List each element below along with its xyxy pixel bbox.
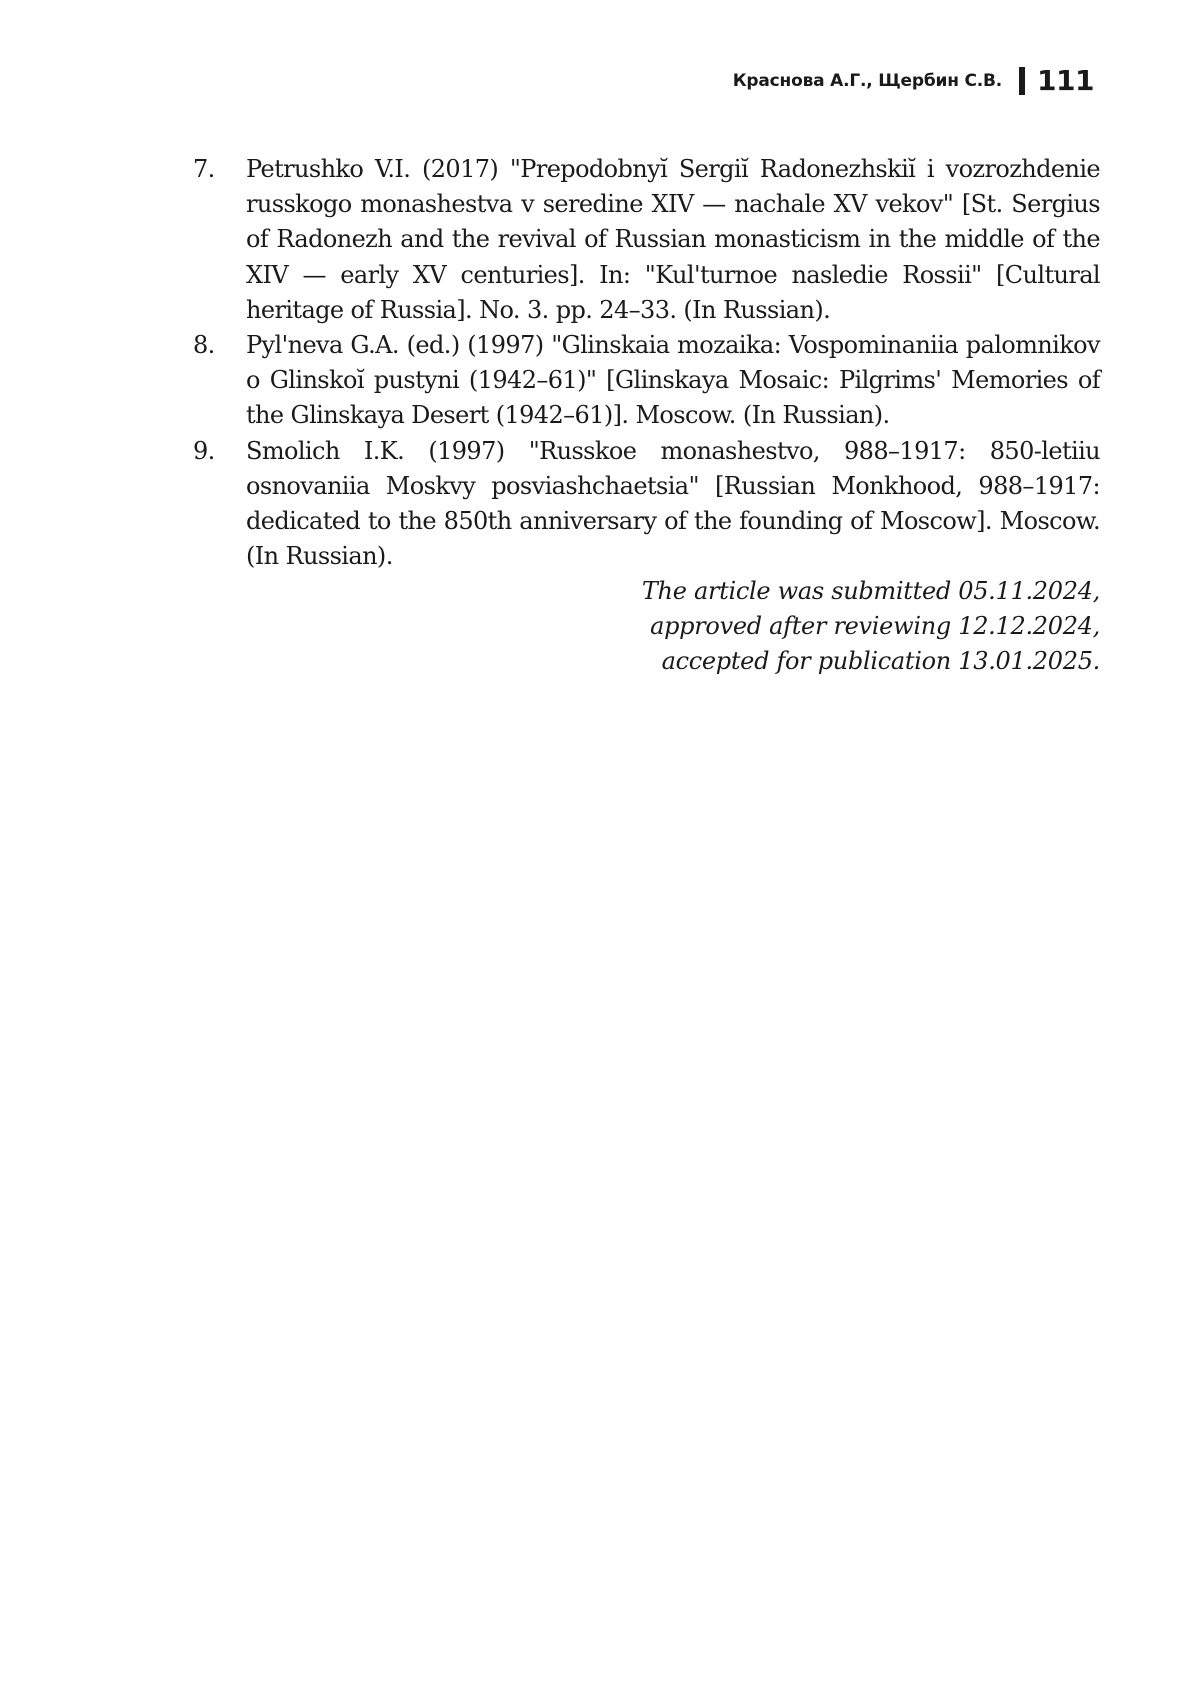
submission-dates (642, 574, 1100, 680)
reference-text: Petrushko V.I. (2017) "Prepodobnyĭ Sergiĭ Radonezhskiĭ i vozrozhdenie russkogo monashestva v seredine XIV — nachale XV vekov" [St. Sergius of Radonezh and the revival of Russian monasticism in the middle of the XIV — early XV centuries]. In: "Kul'turnoe nasledie Rossii" [Cultural heritage of Russia]. No. 3. pp. 24–33. (In Russian). (246, 155, 1100, 324)
page-number: 111 (1037, 64, 1094, 97)
submitted-date: The article was submitted 05.11.2024, (641, 577, 1100, 605)
reference-text: Smolich I.K. (1997) "Russkoe monashestvo, 988–1917: 850-letiiu osnovaniia Moskvy posviashchaetsia" [Russian Monkhood, 988–1917: dedicated to the 850th anniversary of the founding of Moscow]. Moscow. (In Russian). (246, 436, 1100, 571)
reference-number: 7. (193, 155, 215, 183)
reference-item (193, 152, 1100, 328)
header-authors: Краснова А.Г., Щербин С.В. (732, 70, 1003, 91)
approved-date: approved after reviewing 12.12.2024, (650, 612, 1100, 641)
reference-text: Pyl'neva G.A. (ed.) (1997) "Glinskaia mozaika: Vospominaniia palomnikov o Glinskoĭ pustyni (1942–61)" [Glinskaya Mosaic: Pilgrims' Memories of the Glinskaya Desert (1942–61)]. Moscow. (In Russian). (246, 331, 1100, 430)
header-divider-bar (1019, 67, 1025, 95)
running-header (733, 64, 1094, 97)
reference-item (193, 328, 1100, 434)
accepted-date: accepted for publication 13.01.2025. (661, 647, 1100, 676)
reference-list (193, 152, 1100, 574)
reference-number: 9. (193, 436, 215, 465)
reference-number: 8. (193, 331, 215, 360)
reference-item (193, 434, 1100, 575)
